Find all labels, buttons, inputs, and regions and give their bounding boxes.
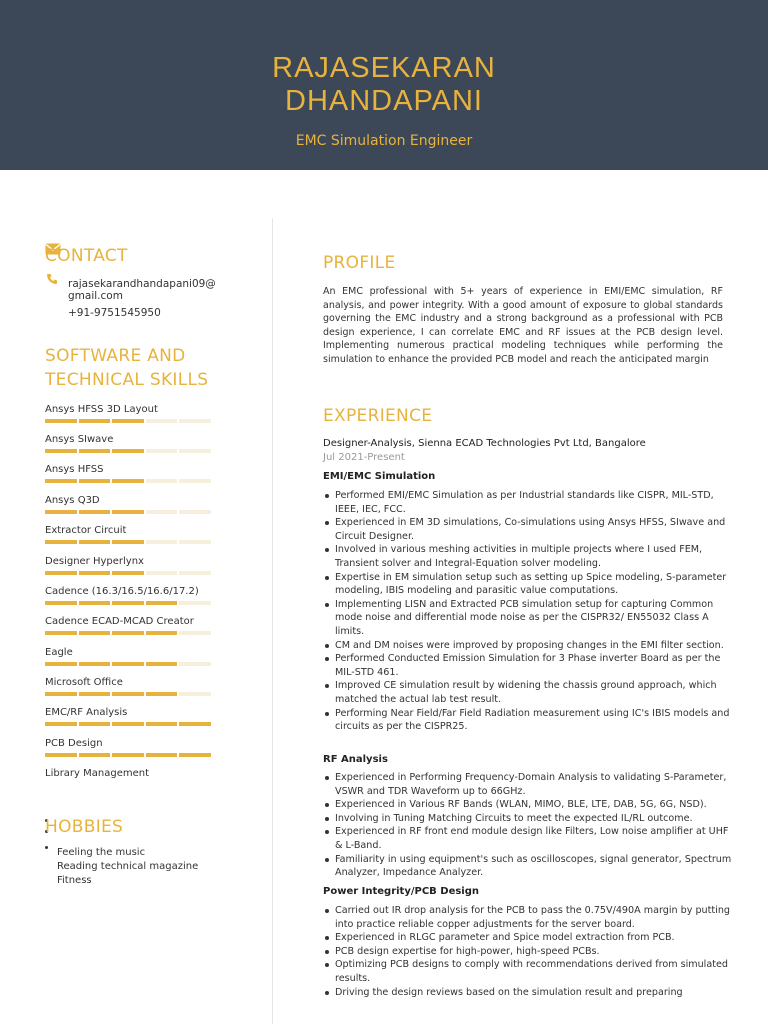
name-line-2: DHANDAPANI <box>285 85 483 117</box>
skill-item <box>45 494 211 514</box>
skill-level-bar <box>45 479 211 483</box>
skill-level-segment <box>79 571 111 575</box>
skill-level-segment <box>179 479 211 483</box>
skill-level-bar <box>45 449 211 453</box>
skill-level-bar <box>45 571 211 575</box>
experience-bullet: Improved CE simulation result by widening the chassis ground approach, which matched the actual lab test result. <box>323 679 733 706</box>
skill-name: Library Management <box>45 768 150 779</box>
skill-name: PCB Design <box>45 738 103 749</box>
email-line-2[interactable]: gmail.com <box>68 290 123 302</box>
skill-level-segment <box>79 631 111 635</box>
experience-bullet: Experienced in RLGC parameter and Spice model extraction from PCB. <box>323 931 733 945</box>
skill-level-segment <box>146 571 178 575</box>
hobby-bullet <box>45 846 48 849</box>
skills-heading-line-1: SOFTWARE AND <box>45 346 186 366</box>
skill-name: Designer Hyperlynx <box>45 556 144 567</box>
experience-bullet: Driving the design reviews based on the simulation result and preparing <box>323 986 733 1000</box>
skill-item <box>45 676 211 696</box>
section-title-emi: EMI/EMC Simulation <box>323 471 436 482</box>
skill-level-segment <box>112 631 144 635</box>
experience-bullet: Familiarity in using equipment's such as oscilloscopes, signal generator, Spectrum Analyzer, Impedance Analyzer. <box>323 853 733 880</box>
job-date: Jul 2021-Present <box>323 452 405 463</box>
skill-level-segment <box>146 479 178 483</box>
profile-summary: An EMC professional with 5+ years of experience in EMI/EMC simulation, RF analysis, and power integrity. With a good amount of exposure to global standards governing the EMC industry and a strong background as a professional with PCB design experience, I can correlate EMC and RF issues at the PCB design level. Implementing numerous practical modeling techniques while performing the simulation to enhance the provided PCB model and reach the anticipated margin <box>323 286 723 365</box>
skill-item <box>45 615 211 635</box>
experience-bullet: Experienced in Performing Frequency-Domain Analysis to validating S-Parameter, VSWR and TDR Waveform up to 66GHz. <box>323 771 733 798</box>
skill-level-bar <box>45 753 211 757</box>
skill-level-bar <box>45 722 211 726</box>
skills-heading-line-2: TECHNICAL SKILLS <box>45 370 209 390</box>
skill-level-segment <box>45 631 77 635</box>
skill-level-segment <box>146 722 178 726</box>
skill-level-segment <box>112 722 144 726</box>
skill-level-segment <box>79 510 111 514</box>
skill-level-segment <box>112 419 144 423</box>
skill-level-segment <box>179 753 211 757</box>
skill-name: Ansys Q3D <box>45 495 100 506</box>
experience-bullet: Implementing LISN and Extracted PCB simulation setup for capturing Common mode noise and differential mode noise as per the CISPR32/ EN55032 Class A limits. <box>323 598 733 639</box>
job-title: Designer-Analysis, Sienna ECAD Technologies Pvt Ltd, Bangalore <box>323 438 646 449</box>
section-title-pi: Power Integrity/PCB Design <box>323 886 480 897</box>
skill-level-segment <box>146 510 178 514</box>
skill-level-segment <box>45 662 77 666</box>
skill-level-segment <box>79 601 111 605</box>
skill-level-segment <box>146 631 178 635</box>
section-title-rf: RF Analysis <box>323 754 388 765</box>
experience-bullet: Involving in Tuning Matching Circuits to meet the expected IL/RL outcome. <box>323 812 733 826</box>
skill-level-segment <box>179 419 211 423</box>
skill-item <box>45 767 211 780</box>
experience-bullet: PCB design expertise for high-power, high-speed PCBs. <box>323 945 733 959</box>
skill-level-segment <box>146 419 178 423</box>
skill-level-segment <box>112 510 144 514</box>
skill-level-segment <box>79 662 111 666</box>
rf-bullet-list <box>323 771 733 880</box>
experience-bullet: Performed EMI/EMC Simulation as per Industrial standards like CISPR, MIL-STD, IEEE, IEC, FCC. <box>323 489 733 516</box>
skill-name: Cadence ECAD-MCAD Creator <box>45 616 194 627</box>
skill-level-segment <box>179 571 211 575</box>
skill-level-bar <box>45 631 211 635</box>
skill-level-segment <box>112 571 144 575</box>
skill-level-segment <box>79 722 111 726</box>
skill-level-segment <box>179 449 211 453</box>
skill-level-segment <box>179 662 211 666</box>
skill-level-segment <box>146 753 178 757</box>
experience-bullet: Optimizing PCB designs to comply with recommendations derived from simulated results. <box>323 958 733 985</box>
skill-level-bar <box>45 419 211 423</box>
skill-level-segment <box>45 479 77 483</box>
skill-name: EMC/RF Analysis <box>45 707 128 718</box>
experience-bullet: Performing Near Field/Far Field Radiation measurement using IC's IBIS models and circuits as per the CISPR25. <box>323 707 733 734</box>
phone-number[interactable]: +91-9751545950 <box>68 307 161 319</box>
contact-heading: CONTACT <box>45 246 128 266</box>
skill-item <box>45 646 211 666</box>
experience-bullet: CM and DM noises were improved by proposing changes in the EMI filter section. <box>323 639 733 653</box>
skill-name: Ansys HFSS <box>45 464 104 475</box>
skill-item <box>45 585 211 605</box>
skill-level-segment <box>179 722 211 726</box>
experience-bullet: Involved in various meshing activities in multiple projects where I used FEM, Transient solver and Integral-Equation solver modeling. <box>323 543 733 570</box>
skill-level-segment <box>146 662 178 666</box>
skill-level-segment <box>112 601 144 605</box>
skill-level-segment <box>179 631 211 635</box>
skill-name: Ansys SIwave <box>45 434 114 445</box>
skill-level-segment <box>45 419 77 423</box>
skill-item <box>45 433 211 453</box>
skill-item <box>45 737 211 757</box>
skill-name: Ansys HFSS 3D Layout <box>45 404 158 415</box>
experience-bullet: Experienced in Various RF Bands (WLAN, MIMO, BLE, LTE, DAB, 5G, 6G, NSD). <box>323 798 733 812</box>
skill-level-segment <box>79 479 111 483</box>
candidate-name <box>0 52 768 118</box>
name-line-1: RAJASEKARAN <box>272 52 496 84</box>
skill-level-segment <box>146 449 178 453</box>
skill-level-segment <box>79 753 111 757</box>
skill-level-bar <box>45 540 211 544</box>
skill-item <box>45 463 211 483</box>
skill-level-segment <box>146 601 178 605</box>
pi-bullet-list <box>323 904 733 999</box>
hobby-item: Fitness <box>57 875 92 886</box>
skill-item <box>45 524 211 544</box>
skill-name: Microsoft Office <box>45 677 123 688</box>
skill-level-segment <box>146 692 178 696</box>
skill-level-segment <box>79 449 111 453</box>
skill-name: Eagle <box>45 647 73 658</box>
skill-level-bar <box>45 692 211 696</box>
job-title-header: EMC Simulation Engineer <box>295 133 473 149</box>
skill-level-segment <box>79 419 111 423</box>
experience-bullet: Performed Conducted Emission Simulation for 3 Phase inverter Board as per the MIL-STD 461. <box>323 652 733 679</box>
emi-bullet-list <box>323 489 733 734</box>
experience-bullet: Experienced in EM 3D simulations, Co-simulations using Ansys HFSS, SIwave and Circuit Designer. <box>323 516 733 543</box>
skill-level-bar <box>45 510 211 514</box>
skill-level-bar <box>45 601 211 605</box>
skill-level-segment <box>179 510 211 514</box>
experience-heading: EXPERIENCE <box>323 406 433 426</box>
skill-level-segment <box>45 571 77 575</box>
skill-item <box>45 706 211 726</box>
skill-level-segment <box>179 692 211 696</box>
skill-name: Extractor Circuit <box>45 525 127 536</box>
skill-level-segment <box>45 540 77 544</box>
skill-item <box>45 403 211 423</box>
hobbies-heading: HOBBIES <box>45 817 124 837</box>
skill-level-segment <box>45 753 77 757</box>
hobby-item: Reading technical magazine <box>57 861 199 872</box>
phone-icon <box>46 273 58 287</box>
experience-bullet: Expertise in EM simulation setup such as setting up Spice modeling, S-parameter modeling, IBIS modeling and parasitic value computations. <box>323 571 733 598</box>
skill-level-bar <box>45 662 211 666</box>
skill-level-segment <box>45 449 77 453</box>
skill-name: Cadence (16.3/16.5/16.6/17.2) <box>45 586 199 597</box>
skill-level-segment <box>45 692 77 696</box>
skill-level-segment <box>112 753 144 757</box>
skill-level-segment <box>112 449 144 453</box>
skill-level-segment <box>45 510 77 514</box>
experience-bullet: Carried out IR drop analysis for the PCB to pass the 0.75V/490A margin by putting into practice reliable copper adjustments for the server board. <box>323 904 733 931</box>
column-divider <box>272 218 273 1024</box>
skill-level-segment <box>112 662 144 666</box>
skill-level-segment <box>112 540 144 544</box>
skill-level-segment <box>45 722 77 726</box>
experience-bullet: Experienced in RF front end module design like Filters, Low noise amplifier at UHF & L-Band. <box>323 825 733 852</box>
skill-level-segment <box>79 540 111 544</box>
skill-level-segment <box>112 692 144 696</box>
profile-heading: PROFILE <box>323 253 396 273</box>
skill-level-segment <box>179 601 211 605</box>
skill-level-segment <box>45 601 77 605</box>
skill-level-segment <box>179 540 211 544</box>
skill-level-segment <box>79 692 111 696</box>
skill-level-segment <box>112 479 144 483</box>
hobby-item: Feeling the music <box>57 847 146 858</box>
resume-header <box>0 0 768 170</box>
skill-item <box>45 555 211 575</box>
skill-level-segment <box>146 540 178 544</box>
email-line-1[interactable]: rajasekarandhandapani09@ <box>68 278 216 290</box>
